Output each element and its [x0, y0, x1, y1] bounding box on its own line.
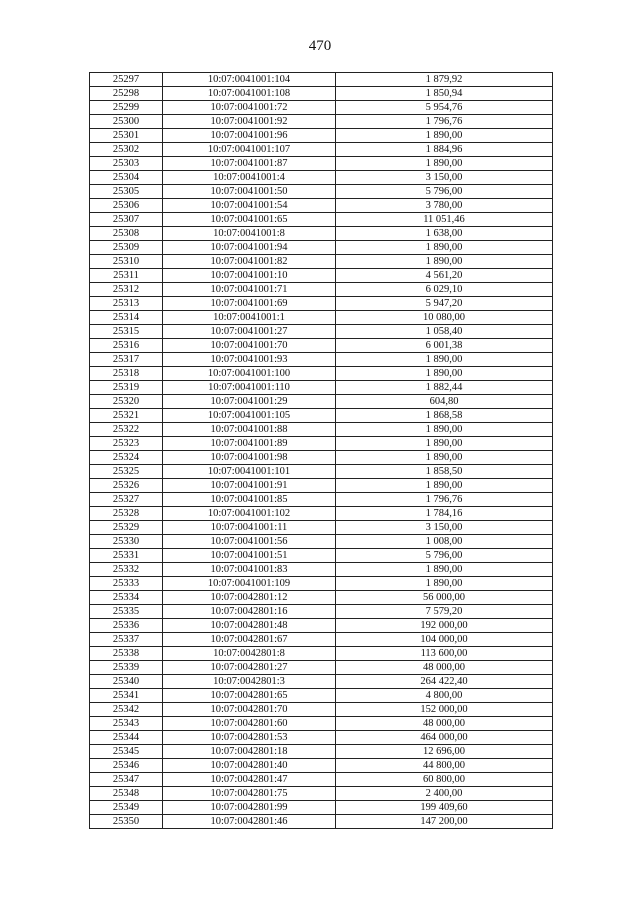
- value-cell: 1 890,00: [336, 437, 553, 451]
- record-number-cell: 25337: [90, 633, 163, 647]
- cadastral-number-cell: 10:07:0041001:72: [163, 101, 336, 115]
- table-row: [90, 745, 553, 759]
- record-number-cell: 25317: [90, 353, 163, 367]
- cadastral-number-cell: 10:07:0041001:108: [163, 87, 336, 101]
- cadastral-number-cell: 10:07:0042801:16: [163, 605, 336, 619]
- cadastral-number-cell: 10:07:0041001:107: [163, 143, 336, 157]
- record-number-cell: 25336: [90, 619, 163, 633]
- value-cell: 1 638,00: [336, 227, 553, 241]
- value-cell: 1 850,94: [336, 87, 553, 101]
- value-cell: 199 409,60: [336, 801, 553, 815]
- record-number-cell: 25302: [90, 143, 163, 157]
- table-row: [90, 773, 553, 787]
- table-row: [90, 353, 553, 367]
- table-row: [90, 437, 553, 451]
- registry-table-body: [90, 73, 553, 829]
- value-cell: 3 780,00: [336, 199, 553, 213]
- value-cell: 1 882,44: [336, 381, 553, 395]
- record-number-cell: 25316: [90, 339, 163, 353]
- value-cell: 12 696,00: [336, 745, 553, 759]
- value-cell: 1 890,00: [336, 129, 553, 143]
- value-cell: 11 051,46: [336, 213, 553, 227]
- record-number-cell: 25310: [90, 255, 163, 269]
- table-row: [90, 479, 553, 493]
- table-row: [90, 157, 553, 171]
- cadastral-number-cell: 10:07:0042801:40: [163, 759, 336, 773]
- page-number: 470: [308, 38, 332, 54]
- table-row: [90, 227, 553, 241]
- value-cell: 1 890,00: [336, 563, 553, 577]
- record-number-cell: 25326: [90, 479, 163, 493]
- value-cell: 5 947,20: [336, 297, 553, 311]
- cadastral-number-cell: 10:07:0042801:67: [163, 633, 336, 647]
- table-row: [90, 255, 553, 269]
- cadastral-number-cell: 10:07:0042801:47: [163, 773, 336, 787]
- cadastral-number-cell: 10:07:0041001:93: [163, 353, 336, 367]
- table-row: [90, 521, 553, 535]
- value-cell: 48 000,00: [336, 717, 553, 731]
- table-row: [90, 605, 553, 619]
- table-row: [90, 507, 553, 521]
- table-row: [90, 129, 553, 143]
- cadastral-number-cell: 10:07:0042801:75: [163, 787, 336, 801]
- table-row: [90, 269, 553, 283]
- table-row: [90, 619, 553, 633]
- cadastral-number-cell: 10:07:0041001:89: [163, 437, 336, 451]
- record-number-cell: 25307: [90, 213, 163, 227]
- cadastral-number-cell: 10:07:0041001:83: [163, 563, 336, 577]
- value-cell: 113 600,00: [336, 647, 553, 661]
- cadastral-number-cell: 10:07:0041001:1: [163, 311, 336, 325]
- cadastral-number-cell: 10:07:0041001:4: [163, 171, 336, 185]
- cadastral-number-cell: 10:07:0041001:91: [163, 479, 336, 493]
- record-number-cell: 25306: [90, 199, 163, 213]
- record-number-cell: 25318: [90, 367, 163, 381]
- cadastral-number-cell: 10:07:0042801:18: [163, 745, 336, 759]
- table-row: [90, 367, 553, 381]
- cadastral-number-cell: 10:07:0041001:109: [163, 577, 336, 591]
- value-cell: 1 858,50: [336, 465, 553, 479]
- value-cell: 6 001,38: [336, 339, 553, 353]
- table-row: [90, 591, 553, 605]
- table-row: [90, 535, 553, 549]
- table-row: [90, 759, 553, 773]
- record-number-cell: 25347: [90, 773, 163, 787]
- table-row: [90, 451, 553, 465]
- table-row: [90, 787, 553, 801]
- cadastral-number-cell: 10:07:0042801:53: [163, 731, 336, 745]
- cadastral-number-cell: 10:07:0042801:46: [163, 815, 336, 829]
- table-row: [90, 171, 553, 185]
- record-number-cell: 25348: [90, 787, 163, 801]
- value-cell: 1 784,16: [336, 507, 553, 521]
- cadastral-number-cell: 10:07:0041001:65: [163, 213, 336, 227]
- cadastral-number-cell: 10:07:0041001:98: [163, 451, 336, 465]
- value-cell: 604,80: [336, 395, 553, 409]
- value-cell: 3 150,00: [336, 171, 553, 185]
- cadastral-number-cell: 10:07:0041001:10: [163, 269, 336, 283]
- cadastral-number-cell: 10:07:0042801:8: [163, 647, 336, 661]
- table-row: [90, 325, 553, 339]
- record-number-cell: 25342: [90, 703, 163, 717]
- record-number-cell: 25333: [90, 577, 163, 591]
- value-cell: 7 579,20: [336, 605, 553, 619]
- value-cell: 1 890,00: [336, 157, 553, 171]
- table-row: [90, 423, 553, 437]
- table-row: [90, 563, 553, 577]
- table-row: [90, 395, 553, 409]
- record-number-cell: 25340: [90, 675, 163, 689]
- table-row: [90, 675, 553, 689]
- table-row: [90, 493, 553, 507]
- value-cell: 1 058,40: [336, 325, 553, 339]
- value-cell: 5 954,76: [336, 101, 553, 115]
- record-number-cell: 25319: [90, 381, 163, 395]
- record-number-cell: 25303: [90, 157, 163, 171]
- record-number-cell: 25331: [90, 549, 163, 563]
- table-row: [90, 689, 553, 703]
- table-row: [90, 311, 553, 325]
- cadastral-number-cell: 10:07:0042801:12: [163, 591, 336, 605]
- cadastral-number-cell: 10:07:0041001:104: [163, 73, 336, 87]
- value-cell: 10 080,00: [336, 311, 553, 325]
- cadastral-number-cell: 10:07:0041001:88: [163, 423, 336, 437]
- record-number-cell: 25304: [90, 171, 163, 185]
- cadastral-number-cell: 10:07:0041001:56: [163, 535, 336, 549]
- value-cell: 464 000,00: [336, 731, 553, 745]
- record-number-cell: 25329: [90, 521, 163, 535]
- record-number-cell: 25346: [90, 759, 163, 773]
- record-number-cell: 25349: [90, 801, 163, 815]
- value-cell: 1 890,00: [336, 241, 553, 255]
- cadastral-number-cell: 10:07:0042801:99: [163, 801, 336, 815]
- cadastral-number-cell: 10:07:0041001:102: [163, 507, 336, 521]
- table-row: [90, 703, 553, 717]
- table-row: [90, 647, 553, 661]
- record-number-cell: 25315: [90, 325, 163, 339]
- record-number-cell: 25314: [90, 311, 163, 325]
- record-number-cell: 25311: [90, 269, 163, 283]
- record-number-cell: 25339: [90, 661, 163, 675]
- record-number-cell: 25327: [90, 493, 163, 507]
- cadastral-number-cell: 10:07:0042801:3: [163, 675, 336, 689]
- record-number-cell: 25324: [90, 451, 163, 465]
- table-row: [90, 815, 553, 829]
- value-cell: 5 796,00: [336, 185, 553, 199]
- table-row: [90, 241, 553, 255]
- cadastral-number-cell: 10:07:0041001:50: [163, 185, 336, 199]
- record-number-cell: 25301: [90, 129, 163, 143]
- cadastral-number-cell: 10:07:0042801:60: [163, 717, 336, 731]
- cadastral-number-cell: 10:07:0041001:69: [163, 297, 336, 311]
- cadastral-number-cell: 10:07:0041001:87: [163, 157, 336, 171]
- record-number-cell: 25335: [90, 605, 163, 619]
- value-cell: 5 796,00: [336, 549, 553, 563]
- value-cell: 104 000,00: [336, 633, 553, 647]
- value-cell: 4 800,00: [336, 689, 553, 703]
- value-cell: 1 890,00: [336, 451, 553, 465]
- record-number-cell: 25300: [90, 115, 163, 129]
- record-number-cell: 25328: [90, 507, 163, 521]
- record-number-cell: 25297: [90, 73, 163, 87]
- table-row: [90, 297, 553, 311]
- table-row: [90, 801, 553, 815]
- cadastral-number-cell: 10:07:0041001:92: [163, 115, 336, 129]
- cadastral-number-cell: 10:07:0041001:27: [163, 325, 336, 339]
- cadastral-number-cell: 10:07:0041001:70: [163, 339, 336, 353]
- table-row: [90, 577, 553, 591]
- record-number-cell: 25321: [90, 409, 163, 423]
- cadastral-number-cell: 10:07:0041001:71: [163, 283, 336, 297]
- record-number-cell: 25308: [90, 227, 163, 241]
- value-cell: 3 150,00: [336, 521, 553, 535]
- record-number-cell: 25343: [90, 717, 163, 731]
- cadastral-number-cell: 10:07:0042801:48: [163, 619, 336, 633]
- record-number-cell: 25299: [90, 101, 163, 115]
- table-row: [90, 409, 553, 423]
- record-number-cell: 25332: [90, 563, 163, 577]
- table-row: [90, 115, 553, 129]
- value-cell: 56 000,00: [336, 591, 553, 605]
- value-cell: 1 890,00: [336, 479, 553, 493]
- value-cell: 48 000,00: [336, 661, 553, 675]
- cadastral-number-cell: 10:07:0041001:110: [163, 381, 336, 395]
- table-row: [90, 465, 553, 479]
- table-row: [90, 143, 553, 157]
- value-cell: 1 879,92: [336, 73, 553, 87]
- value-cell: 44 800,00: [336, 759, 553, 773]
- value-cell: 1 868,58: [336, 409, 553, 423]
- value-cell: 4 561,20: [336, 269, 553, 283]
- value-cell: 1 890,00: [336, 577, 553, 591]
- cadastral-number-cell: 10:07:0042801:27: [163, 661, 336, 675]
- table-row: [90, 661, 553, 675]
- cadastral-number-cell: 10:07:0041001:100: [163, 367, 336, 381]
- value-cell: 1 796,76: [336, 115, 553, 129]
- cadastral-number-cell: 10:07:0042801:65: [163, 689, 336, 703]
- table-row: [90, 717, 553, 731]
- record-number-cell: 25330: [90, 535, 163, 549]
- cadastral-number-cell: 10:07:0041001:54: [163, 199, 336, 213]
- record-number-cell: 25313: [90, 297, 163, 311]
- record-number-cell: 25341: [90, 689, 163, 703]
- table-row: [90, 213, 553, 227]
- record-number-cell: 25344: [90, 731, 163, 745]
- cadastral-number-cell: 10:07:0042801:70: [163, 703, 336, 717]
- record-number-cell: 25323: [90, 437, 163, 451]
- record-number-cell: 25325: [90, 465, 163, 479]
- table-row: [90, 731, 553, 745]
- cadastral-number-cell: 10:07:0041001:8: [163, 227, 336, 241]
- record-number-cell: 25338: [90, 647, 163, 661]
- value-cell: 6 029,10: [336, 283, 553, 297]
- cadastral-number-cell: 10:07:0041001:85: [163, 493, 336, 507]
- registry-table: [89, 72, 553, 829]
- value-cell: 147 200,00: [336, 815, 553, 829]
- table-row: [90, 185, 553, 199]
- table-row: [90, 101, 553, 115]
- table-row: [90, 73, 553, 87]
- cadastral-number-cell: 10:07:0041001:29: [163, 395, 336, 409]
- value-cell: 2 400,00: [336, 787, 553, 801]
- value-cell: 1 890,00: [336, 353, 553, 367]
- value-cell: 1 008,00: [336, 535, 553, 549]
- value-cell: 1 796,76: [336, 493, 553, 507]
- table-row: [90, 633, 553, 647]
- table-row: [90, 283, 553, 297]
- value-cell: 1 890,00: [336, 255, 553, 269]
- cadastral-number-cell: 10:07:0041001:11: [163, 521, 336, 535]
- cadastral-number-cell: 10:07:0041001:96: [163, 129, 336, 143]
- cadastral-number-cell: 10:07:0041001:101: [163, 465, 336, 479]
- record-number-cell: 25350: [90, 815, 163, 829]
- cadastral-number-cell: 10:07:0041001:94: [163, 241, 336, 255]
- value-cell: 1 890,00: [336, 423, 553, 437]
- value-cell: 152 000,00: [336, 703, 553, 717]
- record-number-cell: 25305: [90, 185, 163, 199]
- cadastral-number-cell: 10:07:0041001:105: [163, 409, 336, 423]
- value-cell: 1 890,00: [336, 367, 553, 381]
- cadastral-number-cell: 10:07:0041001:51: [163, 549, 336, 563]
- table-row: [90, 339, 553, 353]
- value-cell: 1 884,96: [336, 143, 553, 157]
- table-row: [90, 199, 553, 213]
- cadastral-number-cell: 10:07:0041001:82: [163, 255, 336, 269]
- record-number-cell: 25334: [90, 591, 163, 605]
- table-row: [90, 381, 553, 395]
- value-cell: 264 422,40: [336, 675, 553, 689]
- record-number-cell: 25298: [90, 87, 163, 101]
- record-number-cell: 25312: [90, 283, 163, 297]
- record-number-cell: 25345: [90, 745, 163, 759]
- record-number-cell: 25320: [90, 395, 163, 409]
- record-number-cell: 25322: [90, 423, 163, 437]
- table-row: [90, 87, 553, 101]
- value-cell: 192 000,00: [336, 619, 553, 633]
- record-number-cell: 25309: [90, 241, 163, 255]
- value-cell: 60 800,00: [336, 773, 553, 787]
- table-row: [90, 549, 553, 563]
